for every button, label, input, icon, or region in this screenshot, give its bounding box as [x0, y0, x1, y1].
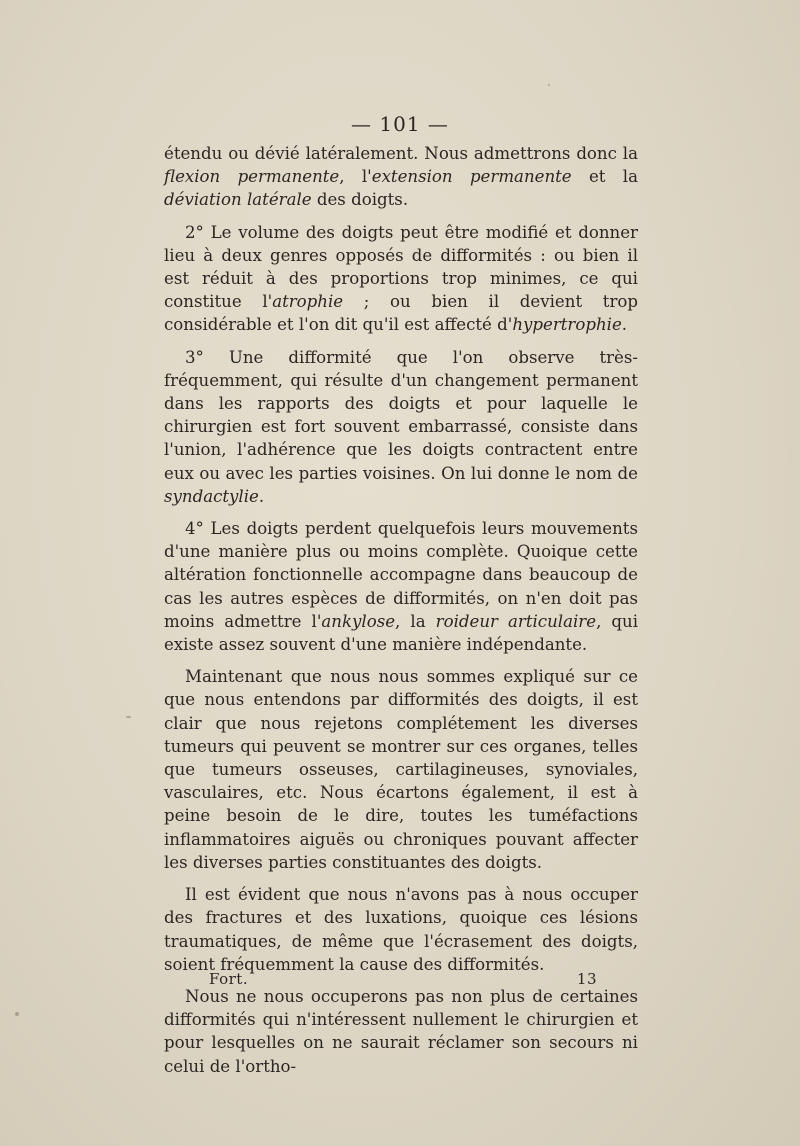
text-run: , l': [339, 167, 372, 187]
italic-term: syndactylie: [164, 486, 259, 506]
italic-term: déviation latérale: [164, 190, 312, 210]
italic-term: hypertrophie: [512, 315, 622, 335]
text-run: , la: [395, 611, 436, 631]
body-text: [164, 142, 638, 1087]
text-run: et la: [571, 167, 638, 187]
paragraph: [164, 517, 638, 656]
text-run: 4° Les doigts perdent quelquefois leurs mouvements d'une manière plus ou moins complète. Quoique cette altération fonctionnelle accompagne dans beaucoup de cas les autres espèces de difformités, on n'en doit pas moins admettre l': [164, 519, 638, 631]
page-number: — 101 —: [351, 112, 449, 136]
italic-term: extension permanente: [371, 167, 572, 187]
italic-term: flexion permanente: [164, 167, 340, 187]
text-run: Il est évident que nous n'avons pas à nous occuper des fractures et des luxations, quoique ces lésions traumatiques, de même que l'écrasement des doigts, soient fréquemment la cause des difformités.: [164, 885, 638, 974]
paragraph: [164, 665, 638, 874]
text-run: .: [258, 486, 265, 506]
footer-signature: 13: [576, 970, 597, 988]
text-run: des doigts.: [311, 190, 409, 210]
text-run: Maintenant que nous nous sommes expliqué sur ce que nous entendons par difformités des doigts, il est clair que nous rejetons complétement les diverses tumeurs qui peuvent se montrer sur ces organes, telles que tumeurs osseuses, cartilagineuses, synoviales, vasculaires, etc. Nous écartons également, il est à peine besoin de le dire, toutes les tuméfactions inflammatoires aiguës ou chroniques pouvant affecter les diverses parties constituantes des doigts.: [164, 667, 638, 872]
text-run: Nous ne nous occuperons pas non plus de certaines difformités qui n'intéressent nullement le chirurgien et pour lesquelles on ne saurait réclamer son secours ni celui de l'ortho-: [164, 986, 638, 1076]
italic-term: atrophie: [272, 292, 344, 312]
paper-speck: [126, 716, 131, 718]
footer-author: Fort.: [209, 970, 249, 988]
italic-term: roideur articulaire: [435, 611, 597, 631]
text-run: 2° Le volume des doigts peut être modifié et donner lieu à deux genres opposés de difformités : ou bien il est réduit à des proportions trop minimes, ce qui constitue l': [164, 222, 638, 312]
text-run: .: [621, 315, 628, 335]
paragraph: [164, 883, 638, 976]
text-run: 3° Une difformité que l'on observe très-fréquemment, qui résulte d'un changement permanent dans les rapports des doigts et pour laquelle le chirurgien est fort souvent embarrassé, consiste dans l'union, l'adhérence que les doigts contractent entre eux ou avec les parties voisines. On lui donne le nom de: [164, 347, 638, 483]
paragraph: [164, 221, 638, 337]
paragraph: [164, 142, 638, 212]
paper-speck: [15, 1012, 19, 1016]
text-run: ; ou bien il devient trop considérable et l'on dit qu'il est affecté d': [164, 292, 638, 335]
page-footer: [209, 970, 597, 988]
paper-speck: [548, 84, 550, 86]
italic-term: ankylose: [321, 611, 396, 631]
text-run: étendu ou dévié latéralement. Nous admettrons donc la: [164, 144, 638, 163]
paragraph: [164, 346, 638, 508]
paragraph: [164, 985, 638, 1078]
text-run: , qui existe assez souvent d'une manière indépendante.: [164, 611, 639, 655]
